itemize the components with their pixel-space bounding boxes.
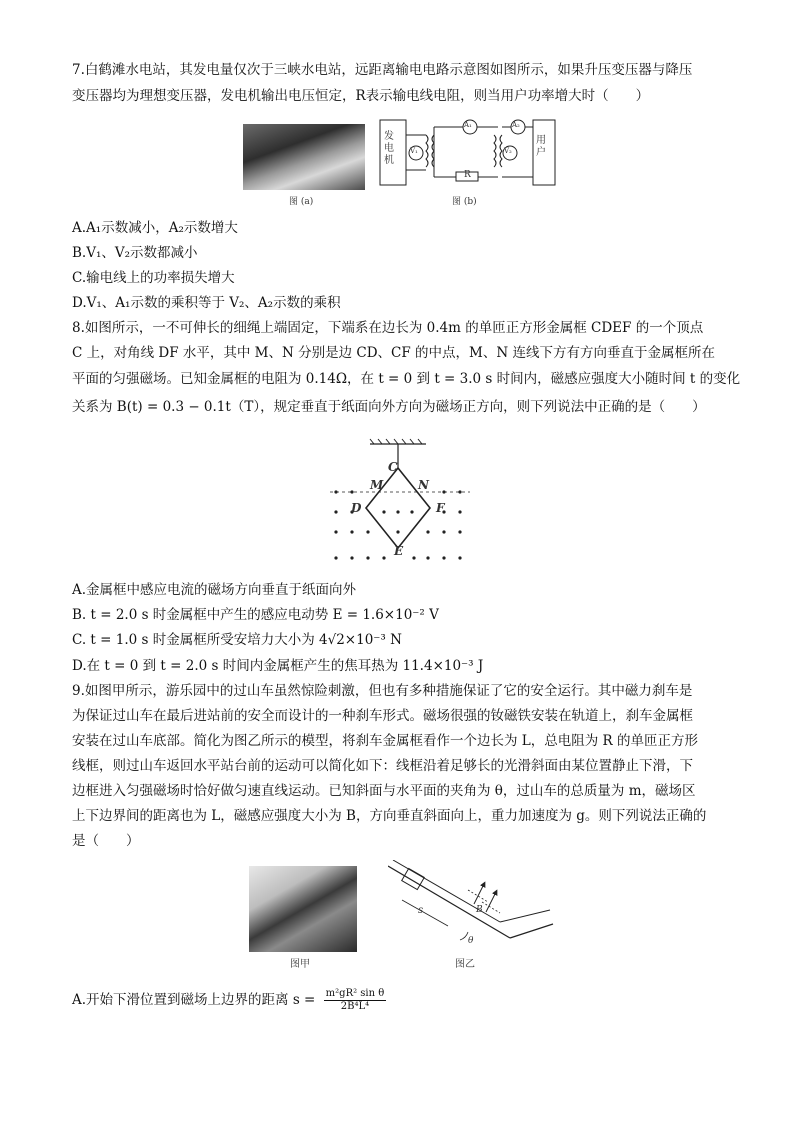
q9-angle-arc	[460, 932, 468, 940]
q9-incline-diagram	[388, 860, 560, 952]
q7-step-down-coil	[500, 135, 502, 167]
q8-stem-line1: 8.如图所示，一不可伸长的细绳上端固定，下端系在边长为 0.4m 的单匝正方形金属框 CDEF 的一个顶点	[72, 320, 704, 336]
q8-stem-line3: 平面的匀强磁场。已知金属框的电阻为 0.14Ω，在 t = 0 到 t = 3.0 s 时间内，磁感应强度大小随时间 t 的变化	[72, 371, 741, 387]
q9-stem-line1: 9.如图甲所示，游乐园中的过山车虽然惊险刺激，但也有多种措施保证了它的安全运行。其中磁力刹车是	[72, 683, 693, 699]
q7-fig-b-caption: 图 (b)	[452, 197, 477, 207]
q8-stem-line4: 关系为 B(t) = 0.3 − 0.1t（T），规定垂直于纸面向外方向为磁场正方向，则下列说法中正确的是（ ）	[72, 399, 706, 415]
q7-user-label: 用户	[536, 135, 546, 158]
q9-stem-line5: 边框进入匀强磁场时恰好做匀速直线运动。已知斜面与水平面的夹角为 θ，过山车的总质量为 m，磁场区	[72, 783, 696, 799]
q9-option-a-text: A.开始下滑位置到磁场上边界的距离 s =	[72, 992, 316, 1008]
q8-label-m: M	[370, 478, 384, 492]
q8-option-a: A.金属框中感应电流的磁场方向垂直于纸面向外	[72, 582, 357, 598]
q7-a2-label: A₂	[512, 121, 520, 129]
q7-stem-line2: 变压器均为理想变压器，发电机输出电压恒定，R表示输电线电阻，则当用户功率增大时（ ）	[72, 88, 650, 104]
q7-resistor-label: R	[464, 170, 471, 180]
q9-field-arrow	[486, 892, 496, 912]
q8-label-d: D	[351, 501, 362, 515]
q8-option-d: D.在 t = 0 到 t = 2.0 s 时间内金属框产生的焦耳热为 11.4×10⁻³ J	[72, 658, 484, 674]
q9-label-s: s	[418, 905, 424, 916]
q7-step-down-coil	[494, 135, 496, 167]
q8-label-c: C	[388, 460, 398, 474]
q7-v1-label: V₁	[410, 147, 418, 155]
q9-stem-line3: 安装在过山车底部。简化为图乙所示的模型，将刹车金属框看作一个边长为 L，总电阻为 R 的单匝正方形	[72, 733, 699, 749]
q9-field-arrow	[474, 884, 484, 904]
q7-generator-label: 发电机	[384, 131, 394, 166]
q7-option-a: A.A₁示数减小，A₂示数增大	[72, 220, 238, 236]
q9-platform-upper	[500, 910, 550, 922]
q7-stem-line1: 7.白鹤滩水电站，其发电量仅次于三峡水电站，远距离输电电路示意图如图所示，如果升压变压器与降压	[72, 62, 693, 78]
q9-fraction-denominator: 2B⁴L⁴	[340, 1001, 370, 1012]
q9-stem-line2: 为保证过山车在最后进站前的安全而设计的一种刹车形式。磁场很强的钕磁铁安装在轨道上，刹车金属框	[72, 708, 693, 724]
q9-distance-s-marker	[402, 900, 448, 926]
q8-option-c: C. t = 1.0 s 时金属框所受安培力大小为 4√2×10⁻³ N	[72, 632, 402, 648]
q8-label-n: N	[418, 478, 429, 492]
q9-label-b: B	[476, 905, 483, 915]
q7-step-up-coil	[426, 135, 428, 167]
q9-stem-line6: 上下边界间的距离也为 L，磁感应强度大小为 B，方向垂直斜面向上，重力加速度为 g。则下列说法正确的	[72, 808, 707, 824]
q7-v2-label: V₂	[504, 147, 512, 155]
q7-option-c: C.输电线上的功率损失增大	[72, 270, 235, 286]
q7-fig-a-caption: 图 (a)	[289, 197, 314, 207]
q9-field-boundary	[482, 902, 500, 913]
q8-stem-line2: C 上，对角线 DF 水平，其中 M、N 分别是边 CD、CF 的中点，M、N 连线下方有方向垂直于金属框所在	[72, 345, 715, 361]
q9-fraction-numerator: m²gR² sin θ	[325, 988, 385, 999]
q8-label-f: F	[436, 501, 445, 515]
q9-stem-line7: 是（ ）	[72, 833, 140, 849]
q9-roller-coaster-photo	[249, 866, 357, 952]
q9-platform	[510, 924, 553, 938]
q7-option-d: D.V₁、A₁示数的乘积等于 V₂、A₂示数的乘积	[72, 295, 341, 311]
q9-incline-upper	[393, 860, 500, 922]
q8-option-b: B. t = 2.0 s 时金属框中产生的感应电动势 E = 1.6×10⁻² V	[72, 607, 439, 623]
q9-fig-yi-caption: 图乙	[455, 959, 475, 970]
q7-a1-label: A₁	[464, 121, 472, 129]
q9-option-a	[72, 988, 734, 1013]
q7-dam-photo	[243, 124, 365, 190]
q8-label-e: E	[394, 544, 404, 558]
q9-stem-line4: 线框，则过山车返回水平站台前的运动可以简化如下：线框沿着足够长的光滑斜面由某位置静止下滑，下	[72, 758, 693, 774]
q9-option-a-fraction	[324, 988, 387, 1013]
q9-label-theta: θ	[468, 936, 474, 946]
q9-fig-jia-caption: 图甲	[290, 959, 310, 970]
q7-option-b: B.V₁、V₂示数都减小	[72, 245, 198, 261]
